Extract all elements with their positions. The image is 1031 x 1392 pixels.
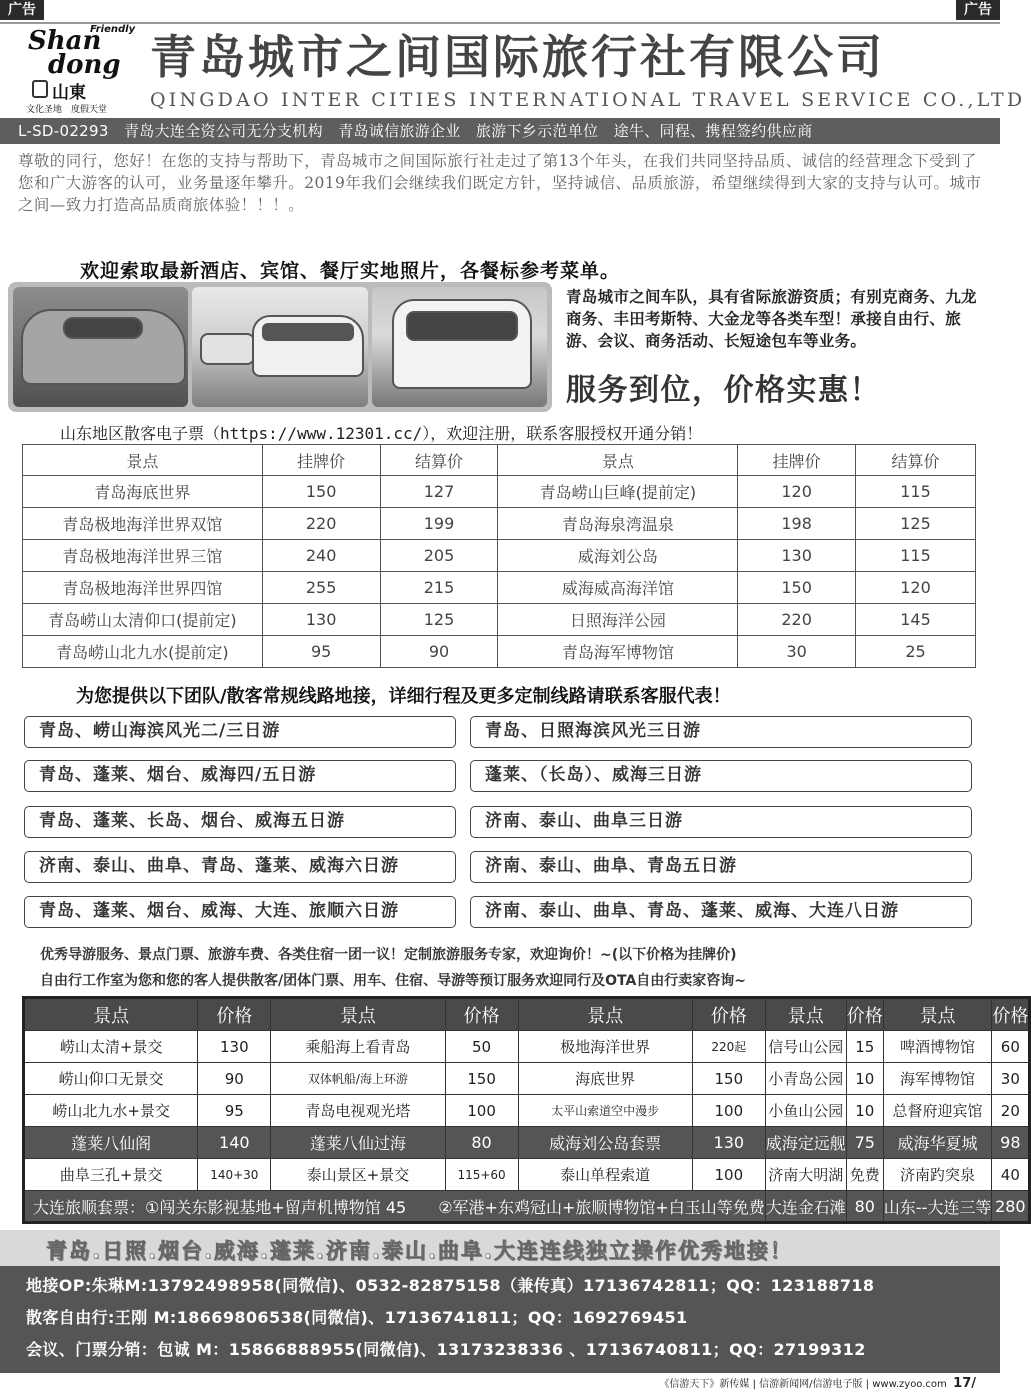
- table-cell: 198: [738, 508, 856, 540]
- regional-slogan: 青岛.日照.烟台.威海.蓬莱.济南.泰山.曲阜.大连连线独立操作优秀地接！: [46, 1239, 793, 1263]
- table-cell: 信号山公园: [765, 1031, 846, 1063]
- minibus-photo: [192, 287, 367, 407]
- col-header: 景点: [498, 445, 738, 476]
- logo-chinese: 山東: [52, 83, 86, 103]
- table-cell: 140: [198, 1127, 271, 1159]
- table-cell: 220: [262, 508, 380, 540]
- table-cell: 115: [856, 476, 976, 508]
- table-row: [23, 604, 976, 636]
- table-cell: 济南趵突泉: [883, 1159, 992, 1191]
- route-item[interactable]: 济南、泰山、曲阜三日游: [470, 806, 972, 838]
- table-cell: 海底世界: [518, 1063, 692, 1095]
- page-number: 17: [953, 1376, 972, 1391]
- table-cell: 150: [738, 572, 856, 604]
- top-divider: [0, 22, 1000, 24]
- table-cell: 120: [738, 476, 856, 508]
- table-cell: 小青岛公园: [765, 1063, 846, 1095]
- col-header: 景点: [271, 998, 445, 1031]
- table-cell: 20: [992, 1095, 1030, 1127]
- table-cell: 青岛崂山巨峰(提前定): [498, 476, 738, 508]
- table-cell: 蓬莱八仙阁: [24, 1127, 198, 1159]
- table-cell: 崂山仰口无景交: [24, 1063, 198, 1095]
- table-cell: 15: [846, 1031, 883, 1063]
- table-cell: 125: [380, 604, 498, 636]
- route-item[interactable]: 青岛、崂山海滨风光二/三日游: [24, 716, 456, 748]
- table-cell: 199: [380, 508, 498, 540]
- page-footer: 《信游天下》新传媒 | 信游新闻网/信游电子版 | www.zyoo.com 17/: [659, 1376, 976, 1391]
- table-cell: 130: [738, 540, 856, 572]
- col-header: 挂牌价: [262, 445, 380, 476]
- table-cell: 220起: [692, 1031, 765, 1063]
- table-cell: 青岛海军博物馆: [498, 636, 738, 668]
- table-cell: 130: [692, 1127, 765, 1159]
- table-cell: 125: [856, 508, 976, 540]
- table-cell: 145: [856, 604, 976, 636]
- table-cell: 泰山单程索道: [518, 1159, 692, 1191]
- footer-text: 《信游天下》新传媒 | 信游新闻网/信游电子版 | www.zyoo.com: [659, 1379, 947, 1390]
- table-cell: 极地海洋世界: [518, 1031, 692, 1063]
- table-cell: 青岛极地海洋世界三馆: [23, 540, 263, 572]
- table-cell: 崂山北九水+景交: [24, 1095, 198, 1127]
- col-header: 景点: [765, 998, 846, 1031]
- contact-op: 地接OP:朱琳M:13792498958(同微信)、0532-82875158（兼传真）17136742811；QQ：123188718: [26, 1276, 875, 1295]
- contact-meeting: 会议、门票分销：包诚 M：15866888955(同微信)、13173238336 、17136740811；QQ：27199312: [26, 1340, 866, 1359]
- contact-panel: [0, 1266, 1000, 1373]
- table-cell: 95: [262, 636, 380, 668]
- fleet-description: 青岛城市之间车队，具有省际旅游资质；有别克商务、九龙商务、丰田考斯特、大金龙等各类车型！承接自由行、旅游、会议、商务活动、长短途包车等业务。: [566, 288, 977, 350]
- table-cell: 总督府迎宾馆: [883, 1095, 992, 1127]
- route-item[interactable]: 济南、泰山、曲阜、青岛、蓬莱、威海六日游: [24, 851, 456, 883]
- table-cell: 140+30: [198, 1159, 271, 1191]
- table-cell: 240: [262, 540, 380, 572]
- route-item[interactable]: 蓬莱、（长岛）、威海三日游: [470, 760, 972, 792]
- table-cell: 青岛极地海洋世界四馆: [23, 572, 263, 604]
- logo-subtitle: 文化圣地 度假天堂: [26, 105, 108, 115]
- col-header: 结算价: [856, 445, 976, 476]
- table-cell: 220: [738, 604, 856, 636]
- table-cell: 威海刘公岛套票: [518, 1127, 692, 1159]
- table-cell: 威海刘公岛: [498, 540, 738, 572]
- ad-tag-right: 广告: [956, 0, 1000, 20]
- table-cell: 255: [262, 572, 380, 604]
- table-cell: 120: [856, 572, 976, 604]
- table-cell: 60: [992, 1031, 1030, 1063]
- table-cell: 100: [445, 1095, 518, 1127]
- table-cell: 130: [262, 604, 380, 636]
- table-cell: 威海华夏城: [883, 1127, 992, 1159]
- table-cell: 127: [380, 476, 498, 508]
- table-cell: 小鱼山公园: [765, 1095, 846, 1127]
- ad-tag-left: 广告: [0, 0, 44, 20]
- table-row: [23, 636, 976, 668]
- seal-icon: [32, 80, 48, 98]
- table-cell: 太平山索道空中漫步: [518, 1095, 692, 1127]
- table-cell: 威海威高海洋馆: [498, 572, 738, 604]
- table-cell: 10: [846, 1063, 883, 1095]
- table-cell: 98: [992, 1127, 1030, 1159]
- table-cell: 100: [692, 1159, 765, 1191]
- route-item[interactable]: 青岛、蓬莱、长岛、烟台、威海五日游: [24, 806, 456, 838]
- table-cell: 280: [992, 1191, 1030, 1223]
- table-cell: 150: [692, 1063, 765, 1095]
- table-row: [24, 1063, 1030, 1095]
- table-cell: 曲阜三孔+景交: [24, 1159, 198, 1191]
- table-cell: 115: [856, 540, 976, 572]
- table-cell: 75: [846, 1127, 883, 1159]
- table-cell: 40: [992, 1159, 1030, 1191]
- shandong-logo: [18, 24, 138, 115]
- table-row-highlight: [24, 1127, 1030, 1159]
- table-cell: 蓬莱八仙过海: [271, 1127, 445, 1159]
- col-header: 景点: [23, 445, 263, 476]
- logo-script-shan: Shan: [28, 26, 102, 56]
- table-cell: 80: [846, 1191, 883, 1223]
- table-cell: 130: [198, 1031, 271, 1063]
- table-row: [23, 476, 976, 508]
- table-cell: 青岛崂山北九水(提前定): [23, 636, 263, 668]
- table-cell: 30: [992, 1063, 1030, 1095]
- attraction-price-table: [22, 996, 1031, 1224]
- intro-paragraph: 尊敬的同行，您好！在您的支持与帮助下，青岛城市之间国际旅行社走过了第13个年头，在我们共同坚持品质、诚信的经营理念下受到了您和广大游客的认可，业务量逐年攀升。2019年我们会继续我们既定方针，坚持诚信、品质旅游，希望继续得到大家的支持与认可。城市之间—致力打造高品质商旅体验！！！。: [18, 152, 982, 214]
- dalian-combo-ticket: 大连旅顺套票：①闯关东影视基地+留声机博物馆 45 ②军港+东鸡冠山+旅顺博物馆+白玉山等免费: [24, 1191, 766, 1223]
- table-cell: 30: [738, 636, 856, 668]
- table-cell: 150: [445, 1063, 518, 1095]
- table-cell: 济南大明湖: [765, 1159, 846, 1191]
- table-cell: 95: [198, 1095, 271, 1127]
- table-row: [24, 1095, 1030, 1127]
- route-item[interactable]: 青岛、日照海滨风光三日游: [470, 716, 972, 748]
- ota-note: 自由行工作室为您和您的客人提供散客/团体门票、用车、住宿、导游等预订服务欢迎同行及OTA自由行卖家咨询~: [40, 973, 747, 989]
- col-header: 挂牌价: [738, 445, 856, 476]
- table-cell: 免费: [846, 1159, 883, 1191]
- company-title: 青岛城市之间国际旅行社有限公司: [150, 30, 885, 84]
- table-cell: 215: [380, 572, 498, 604]
- route-item[interactable]: 济南、泰山、曲阜、青岛五日游: [470, 851, 972, 883]
- table-cell: 泰山景区+景交: [271, 1159, 445, 1191]
- table-cell: 青岛海泉湾温泉: [498, 508, 738, 540]
- table-cell: 青岛极地海洋世界双馆: [23, 508, 263, 540]
- table-cell: 90: [198, 1063, 271, 1095]
- table-cell: 威海定远舰: [765, 1127, 846, 1159]
- table-cell: 海军博物馆: [883, 1063, 992, 1095]
- col-header: 价格: [992, 998, 1030, 1031]
- table-cell: 80: [445, 1127, 518, 1159]
- col-header: 价格: [692, 998, 765, 1031]
- route-item[interactable]: 济南、泰山、曲阜、青岛、蓬莱、威海、大连八日游: [470, 896, 972, 928]
- col-header: 景点: [518, 998, 692, 1031]
- col-header: 景点: [24, 998, 198, 1031]
- table-cell: 115+60: [445, 1159, 518, 1191]
- table-row: [24, 1159, 1030, 1191]
- table-cell: 山东--大连三等: [883, 1191, 992, 1223]
- table-cell: 大连金石滩: [765, 1191, 846, 1223]
- fleet-photos: [8, 282, 552, 412]
- table-header-row: [24, 998, 1030, 1031]
- logo-friendly: Friendly: [90, 24, 136, 35]
- coaster-bus-photo: [372, 287, 547, 407]
- table-cell: 青岛崂山太清仰口(提前定): [23, 604, 263, 636]
- table-row: [24, 1031, 1030, 1063]
- table-cell: 205: [380, 540, 498, 572]
- routes-heading: 为您提供以下团队/散客常规线路地接，详细行程及更多定制线路请联系客服代表！: [76, 686, 731, 707]
- service-note: 优秀导游服务、景点门票、旅游车费、各类住宿一团一议！定制旅游服务专家，欢迎询价！~(以下价格为挂牌价): [40, 947, 737, 963]
- table-cell: 25: [856, 636, 976, 668]
- ticket-price-table: [22, 444, 976, 668]
- route-item[interactable]: 青岛、蓬莱、烟台、威海、大连、旅顺六日游: [24, 896, 456, 928]
- table-cell: 崂山太清+景交: [24, 1031, 198, 1063]
- table-header-row: [23, 445, 976, 476]
- col-header: 价格: [846, 998, 883, 1031]
- table-cell: 90: [380, 636, 498, 668]
- col-header: 价格: [198, 998, 271, 1031]
- photo-request-banner: 欢迎索取最新酒店、宾馆、餐厅实地照片，各餐标参考菜单。: [80, 260, 621, 282]
- contact-fit: 散客自由行:王刚 M:18669806538(同微信)、17136741811；QQ：1692769451: [26, 1308, 688, 1327]
- eticket-notice: 山东地区散客电子票（https://www.12301.cc/），欢迎注册，联系客服授权开通分销！: [60, 424, 703, 443]
- table-row-dalian: [24, 1191, 1030, 1223]
- table-cell: 青岛电视观光塔: [271, 1095, 445, 1127]
- route-item[interactable]: 青岛、蓬莱、烟台、威海四/五日游: [24, 760, 456, 792]
- table-cell: 日照海洋公园: [498, 604, 738, 636]
- col-header: 结算价: [380, 445, 498, 476]
- fleet-slogan: 服务到位，价格实惠！: [566, 373, 881, 408]
- table-cell: 100: [692, 1095, 765, 1127]
- table-row: [23, 572, 976, 604]
- table-row: [23, 508, 976, 540]
- table-cell: 啤酒博物馆: [883, 1031, 992, 1063]
- buick-mpv-photo: [13, 287, 188, 407]
- table-cell: 50: [445, 1031, 518, 1063]
- table-cell: 青岛海底世界: [23, 476, 263, 508]
- col-header: 价格: [445, 998, 518, 1031]
- company-english-name: QINGDAO INTER CITIES INTERNATIONAL TRAVEL SERVICE CO.,LTD: [150, 89, 1026, 111]
- table-row: [23, 540, 976, 572]
- credentials-bar: L-SD-02293 青岛大连全资公司无分支机构 青岛诚信旅游企业 旅游下乡示范单位 途牛、同程、携程签约供应商: [0, 118, 1000, 144]
- table-cell: 乘船海上看青岛: [271, 1031, 445, 1063]
- logo-script-dong: dong: [48, 50, 121, 80]
- table-cell: 150: [262, 476, 380, 508]
- table-cell: 双体帆船/海上环游: [271, 1063, 445, 1095]
- table-cell: 10: [846, 1095, 883, 1127]
- col-header: 景点: [883, 998, 992, 1031]
